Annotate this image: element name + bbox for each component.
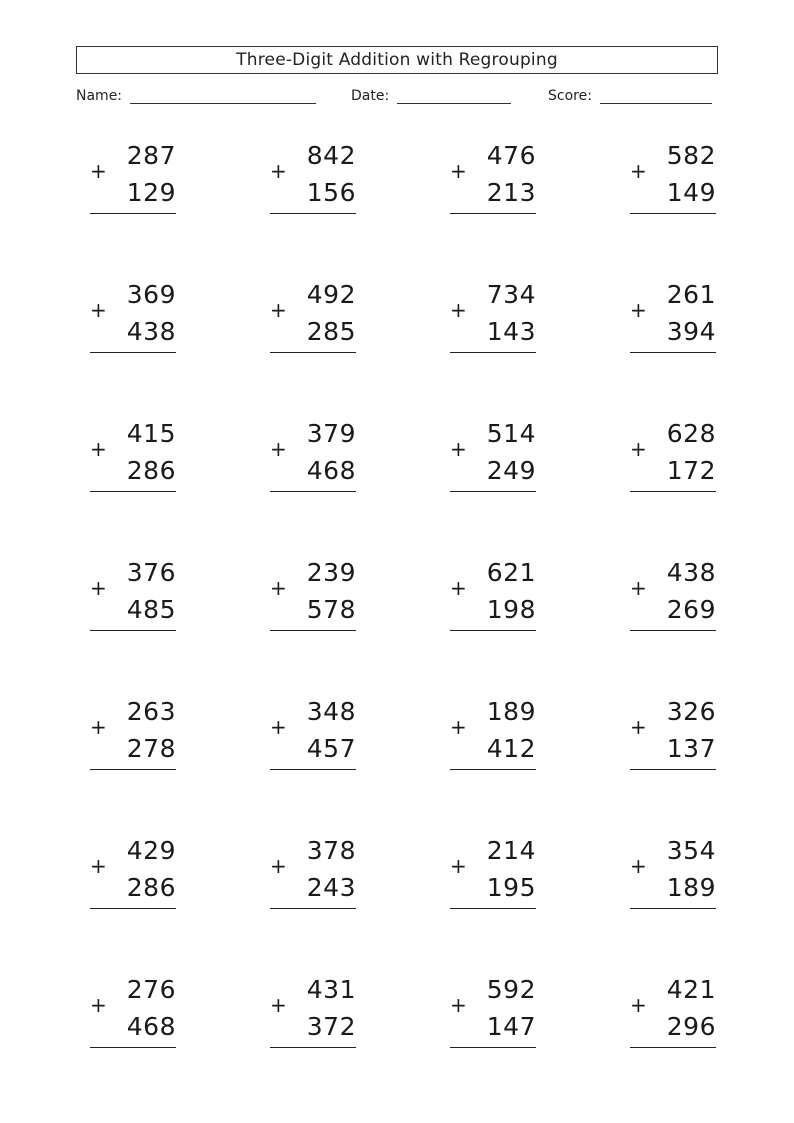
bottom-addend: 468 (126, 1012, 176, 1041)
answer-line[interactable] (450, 491, 536, 492)
answer-line[interactable] (90, 352, 176, 353)
bottom-addend: 457 (306, 734, 356, 763)
plus-sign: + (90, 159, 107, 183)
plus-sign: + (90, 576, 107, 600)
answer-line[interactable] (450, 908, 536, 909)
bottom-addend: 149 (666, 178, 716, 207)
bottom-addend: 195 (486, 873, 536, 902)
bottom-addend: 485 (126, 595, 176, 624)
plus-sign: + (270, 715, 287, 739)
addition-problem (90, 697, 176, 777)
plus-sign: + (450, 854, 467, 878)
top-addend: 287 (126, 141, 176, 170)
score-label: Score: (548, 88, 592, 104)
plus-sign: + (630, 993, 647, 1017)
answer-line[interactable] (450, 630, 536, 631)
addition-problem (270, 836, 356, 916)
addition-problem (90, 141, 176, 221)
top-addend: 354 (666, 836, 716, 865)
top-addend: 239 (306, 558, 356, 587)
answer-line[interactable] (270, 630, 356, 631)
answer-line[interactable] (90, 491, 176, 492)
top-addend: 263 (126, 697, 176, 726)
bottom-addend: 269 (666, 595, 716, 624)
top-addend: 369 (126, 280, 176, 309)
bottom-addend: 394 (666, 317, 716, 346)
addition-problem (630, 836, 716, 916)
top-addend: 379 (306, 419, 356, 448)
answer-line[interactable] (630, 1047, 716, 1048)
bottom-addend: 189 (666, 873, 716, 902)
addition-problem (630, 975, 716, 1055)
top-addend: 438 (666, 558, 716, 587)
bottom-addend: 172 (666, 456, 716, 485)
addition-problem (450, 836, 536, 916)
bottom-addend: 137 (666, 734, 716, 763)
top-addend: 492 (306, 280, 356, 309)
addition-problem (450, 141, 536, 221)
top-addend: 592 (486, 975, 536, 1004)
plus-sign: + (630, 715, 647, 739)
top-addend: 429 (126, 836, 176, 865)
addition-problem (450, 558, 536, 638)
addition-problem (450, 280, 536, 360)
addition-problem (270, 419, 356, 499)
addition-problem (630, 280, 716, 360)
plus-sign: + (90, 854, 107, 878)
bottom-addend: 296 (666, 1012, 716, 1041)
top-addend: 514 (486, 419, 536, 448)
top-addend: 348 (306, 697, 356, 726)
addition-problem (90, 558, 176, 638)
plus-sign: + (90, 993, 107, 1017)
answer-line[interactable] (270, 491, 356, 492)
answer-line[interactable] (270, 1047, 356, 1048)
plus-sign: + (450, 576, 467, 600)
answer-line[interactable] (90, 769, 176, 770)
addition-problem (90, 975, 176, 1055)
top-addend: 734 (486, 280, 536, 309)
answer-line[interactable] (630, 491, 716, 492)
answer-line[interactable] (90, 908, 176, 909)
top-addend: 214 (486, 836, 536, 865)
top-addend: 415 (126, 419, 176, 448)
addition-problem (630, 558, 716, 638)
answer-line[interactable] (450, 769, 536, 770)
plus-sign: + (270, 854, 287, 878)
top-addend: 276 (126, 975, 176, 1004)
bottom-addend: 278 (126, 734, 176, 763)
plus-sign: + (270, 298, 287, 322)
answer-line[interactable] (270, 908, 356, 909)
plus-sign: + (450, 298, 467, 322)
answer-line[interactable] (450, 213, 536, 214)
top-addend: 582 (666, 141, 716, 170)
plus-sign: + (90, 298, 107, 322)
plus-sign: + (270, 437, 287, 461)
top-addend: 621 (486, 558, 536, 587)
answer-line[interactable] (450, 352, 536, 353)
top-addend: 376 (126, 558, 176, 587)
addition-problem (270, 141, 356, 221)
addition-problem (450, 697, 536, 777)
plus-sign: + (90, 715, 107, 739)
bottom-addend: 143 (486, 317, 536, 346)
bottom-addend: 129 (126, 178, 176, 207)
answer-line[interactable] (630, 769, 716, 770)
answer-line[interactable] (630, 352, 716, 353)
top-addend: 842 (306, 141, 356, 170)
plus-sign: + (450, 159, 467, 183)
plus-sign: + (450, 437, 467, 461)
plus-sign: + (270, 159, 287, 183)
plus-sign: + (270, 993, 287, 1017)
name-label: Name: (76, 88, 123, 104)
top-addend: 326 (666, 697, 716, 726)
addition-problem (630, 141, 716, 221)
bottom-addend: 578 (306, 595, 356, 624)
bottom-addend: 249 (486, 456, 536, 485)
addition-problem (450, 419, 536, 499)
plus-sign: + (630, 159, 647, 183)
addition-problem (630, 419, 716, 499)
top-addend: 189 (486, 697, 536, 726)
plus-sign: + (450, 715, 467, 739)
bottom-addend: 286 (126, 456, 176, 485)
answer-line[interactable] (270, 352, 356, 353)
top-addend: 628 (666, 419, 716, 448)
answer-line[interactable] (90, 630, 176, 631)
answer-line[interactable] (90, 213, 176, 214)
plus-sign: + (630, 298, 647, 322)
bottom-addend: 286 (126, 873, 176, 902)
plus-sign: + (630, 576, 647, 600)
answer-line[interactable] (630, 630, 716, 631)
answer-line[interactable] (630, 213, 716, 214)
answer-line[interactable] (630, 908, 716, 909)
date-label: Date: (351, 88, 390, 104)
plus-sign: + (90, 437, 107, 461)
worksheet-title-text: Three-Digit Addition with Regrouping (236, 50, 558, 70)
addition-problem (90, 419, 176, 499)
bottom-addend: 156 (306, 178, 356, 207)
answer-line[interactable] (270, 213, 356, 214)
bottom-addend: 198 (486, 595, 536, 624)
bottom-addend: 372 (306, 1012, 356, 1041)
addition-problem (270, 975, 356, 1055)
top-addend: 421 (666, 975, 716, 1004)
addition-problem (90, 836, 176, 916)
plus-sign: + (630, 854, 647, 878)
top-addend: 378 (306, 836, 356, 865)
addition-problem (270, 280, 356, 360)
answer-line[interactable] (270, 769, 356, 770)
plus-sign: + (630, 437, 647, 461)
bottom-addend: 438 (126, 317, 176, 346)
addition-problem (450, 975, 536, 1055)
top-addend: 431 (306, 975, 356, 1004)
bottom-addend: 213 (486, 178, 536, 207)
answer-line[interactable] (450, 1047, 536, 1048)
top-addend: 261 (666, 280, 716, 309)
addition-problem (90, 280, 176, 360)
plus-sign: + (450, 993, 467, 1017)
bottom-addend: 285 (306, 317, 356, 346)
bottom-addend: 243 (306, 873, 356, 902)
bottom-addend: 147 (486, 1012, 536, 1041)
plus-sign: + (270, 576, 287, 600)
addition-problem (270, 558, 356, 638)
bottom-addend: 412 (486, 734, 536, 763)
answer-line[interactable] (90, 1047, 176, 1048)
addition-problem (630, 697, 716, 777)
addition-problem (270, 697, 356, 777)
top-addend: 476 (486, 141, 536, 170)
bottom-addend: 468 (306, 456, 356, 485)
